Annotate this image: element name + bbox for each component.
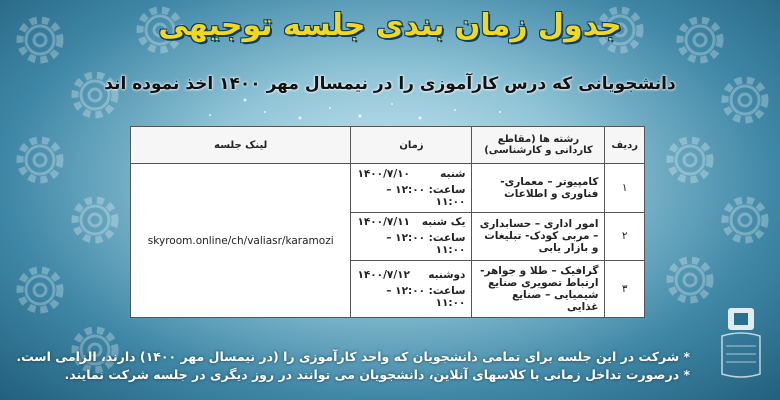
- row-time-cell: [351, 212, 472, 261]
- row-index: ۱: [605, 164, 645, 213]
- note-item: * شرکت در این جلسه برای تمامی دانشجویان که واحد کارآموزی را (در نیمسال مهر ۱۴۰۰) دارند، الزامی است.: [16, 349, 690, 364]
- header-majors: رشته ها (مقاطع کاردانی و کارشناسی): [472, 127, 605, 164]
- sparkles: [209, 99, 501, 120]
- row-date: ۱۴۰۰/۷/۱۲: [357, 269, 410, 282]
- gear-icon: [20, 270, 60, 310]
- page-subtitle: دانشجویانی که درس کارآموزی را در نیمسال مهر ۱۴۰۰ اخذ نموده اند: [104, 74, 676, 94]
- table-row: [131, 164, 645, 213]
- gear-icon: [670, 140, 710, 180]
- gear-icon: [20, 140, 60, 180]
- meeting-link[interactable]: skyroom.online/ch/valiasr/karamozi: [131, 164, 351, 318]
- note-item: * درصورت تداخل زمانی با کلاسهای آنلاین، دانشجویان می توانند در روز دیگری در جلسه شرکت نمایند.: [64, 367, 690, 382]
- row-majors: گرافیک – طلا و جواهر-ارتباط تصویری صنایع شیمیایی – صنایع غذایی: [472, 261, 605, 318]
- row-index: ۲: [605, 212, 645, 261]
- table-header-row: [131, 127, 645, 164]
- gear-icon: [670, 260, 710, 300]
- row-time-cell: [351, 164, 472, 213]
- page-title: جدول زمان بندی جلسه توجیهی: [158, 8, 622, 43]
- university-logo-icon: [716, 300, 766, 380]
- row-time-cell: [351, 261, 472, 318]
- schedule-table: [130, 126, 645, 318]
- row-day: شنبه: [440, 167, 466, 180]
- row-date: ۱۴۰۰/۷/۱۰: [357, 167, 410, 180]
- row-day: دوشنبه: [428, 269, 466, 282]
- row-time: ساعت: ۱۲:۰۰ – ۱۱:۰۰: [386, 285, 466, 310]
- row-majors: کامپیوتر – معماری- فناوری و اطلاعات: [472, 164, 605, 213]
- gear-icon: [725, 200, 765, 240]
- row-majors: امور اداری – حسابداری – مربی کودک- تبلیغات و بازار یابی: [472, 212, 605, 261]
- row-time: ساعت: ۱۲:۰۰ – ۱۱:۰۰: [386, 183, 466, 208]
- gear-icon: [75, 200, 115, 240]
- row-date: ۱۴۰۰/۷/۱۱: [357, 216, 410, 229]
- header-index: ردیف: [605, 127, 645, 164]
- row-index: ۳: [605, 261, 645, 318]
- header-link: لینک جلسه: [131, 127, 351, 164]
- row-day: یک شنبه: [421, 216, 466, 229]
- row-time: ساعت: ۱۲:۰۰ – ۱۱:۰۰: [386, 232, 466, 257]
- notes: [0, 348, 690, 384]
- header-time: زمان: [351, 127, 472, 164]
